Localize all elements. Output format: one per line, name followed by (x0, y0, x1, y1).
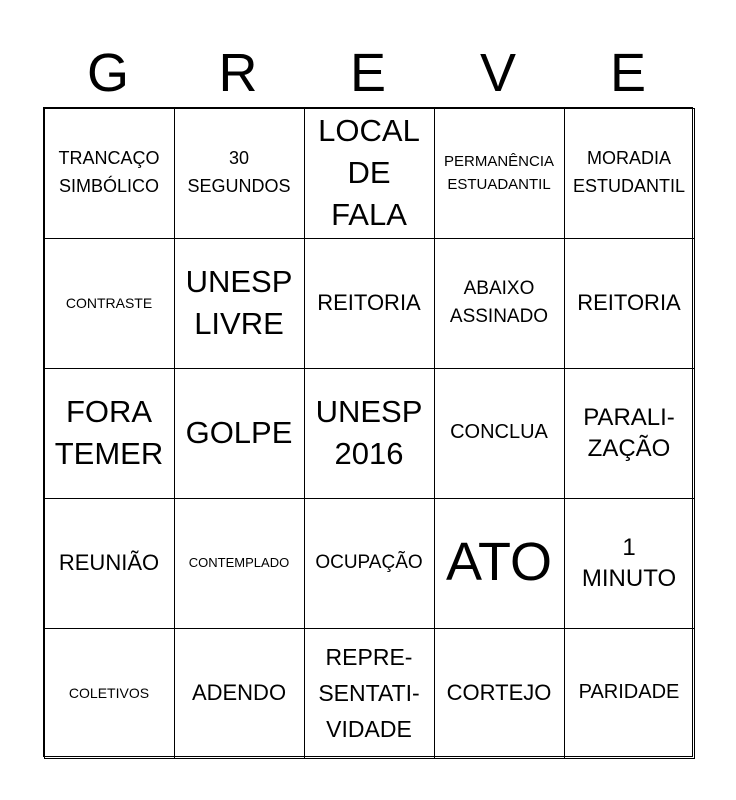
bingo-cell[interactable]: CORTEJO (434, 628, 565, 759)
header-letter-v: V (479, 43, 517, 103)
bingo-cell[interactable]: REUNIÃO (44, 498, 175, 629)
bingo-cell[interactable]: MORADIA ESTUDANTIL (564, 108, 695, 239)
header-letter-e-2: E (609, 43, 647, 103)
bingo-cell[interactable]: CONTRASTE (44, 238, 175, 369)
header-letter-r: R (218, 43, 258, 103)
bingo-cell[interactable]: TRANCAÇO SIMBÓLICO (44, 108, 175, 239)
bingo-cell[interactable]: OCUPAÇÃO (304, 498, 435, 629)
bingo-cell[interactable]: UNESP 2016 (304, 368, 435, 499)
bingo-cell[interactable]: 30 SEGUNDOS (174, 108, 305, 239)
bingo-cell[interactable]: FORA TEMER (44, 368, 175, 499)
bingo-cell[interactable]: PARALI- ZAÇÃO (564, 368, 695, 499)
bingo-board (43, 107, 693, 757)
bingo-cell[interactable]: 1 MINUTO (564, 498, 695, 629)
bingo-cell[interactable]: ATO (434, 498, 565, 629)
bingo-cell[interactable]: UNESP LIVRE (174, 238, 305, 369)
bingo-cell[interactable]: LOCAL DE FALA (304, 108, 435, 239)
bingo-cell[interactable]: COLETIVOS (44, 628, 175, 759)
bingo-header (43, 38, 693, 108)
bingo-cell[interactable]: PARIDADE (564, 628, 695, 759)
bingo-cell[interactable]: ABAIXO ASSINADO (434, 238, 565, 369)
header-letter-e: E (349, 43, 387, 103)
bingo-cell[interactable]: REPRE- SENTATI- VIDADE (304, 628, 435, 759)
bingo-cell[interactable]: PERMANÊNCIA ESTUADANTIL (434, 108, 565, 239)
bingo-cell[interactable]: REITORIA (564, 238, 695, 369)
bingo-cell[interactable]: GOLPE (174, 368, 305, 499)
bingo-cell[interactable]: CONCLUA (434, 368, 565, 499)
bingo-cell[interactable]: REITORIA (304, 238, 435, 369)
bingo-cell[interactable]: CONTEMPLADO (174, 498, 305, 629)
header-letter-g: G (86, 43, 129, 103)
bingo-cell[interactable]: ADENDO (174, 628, 305, 759)
